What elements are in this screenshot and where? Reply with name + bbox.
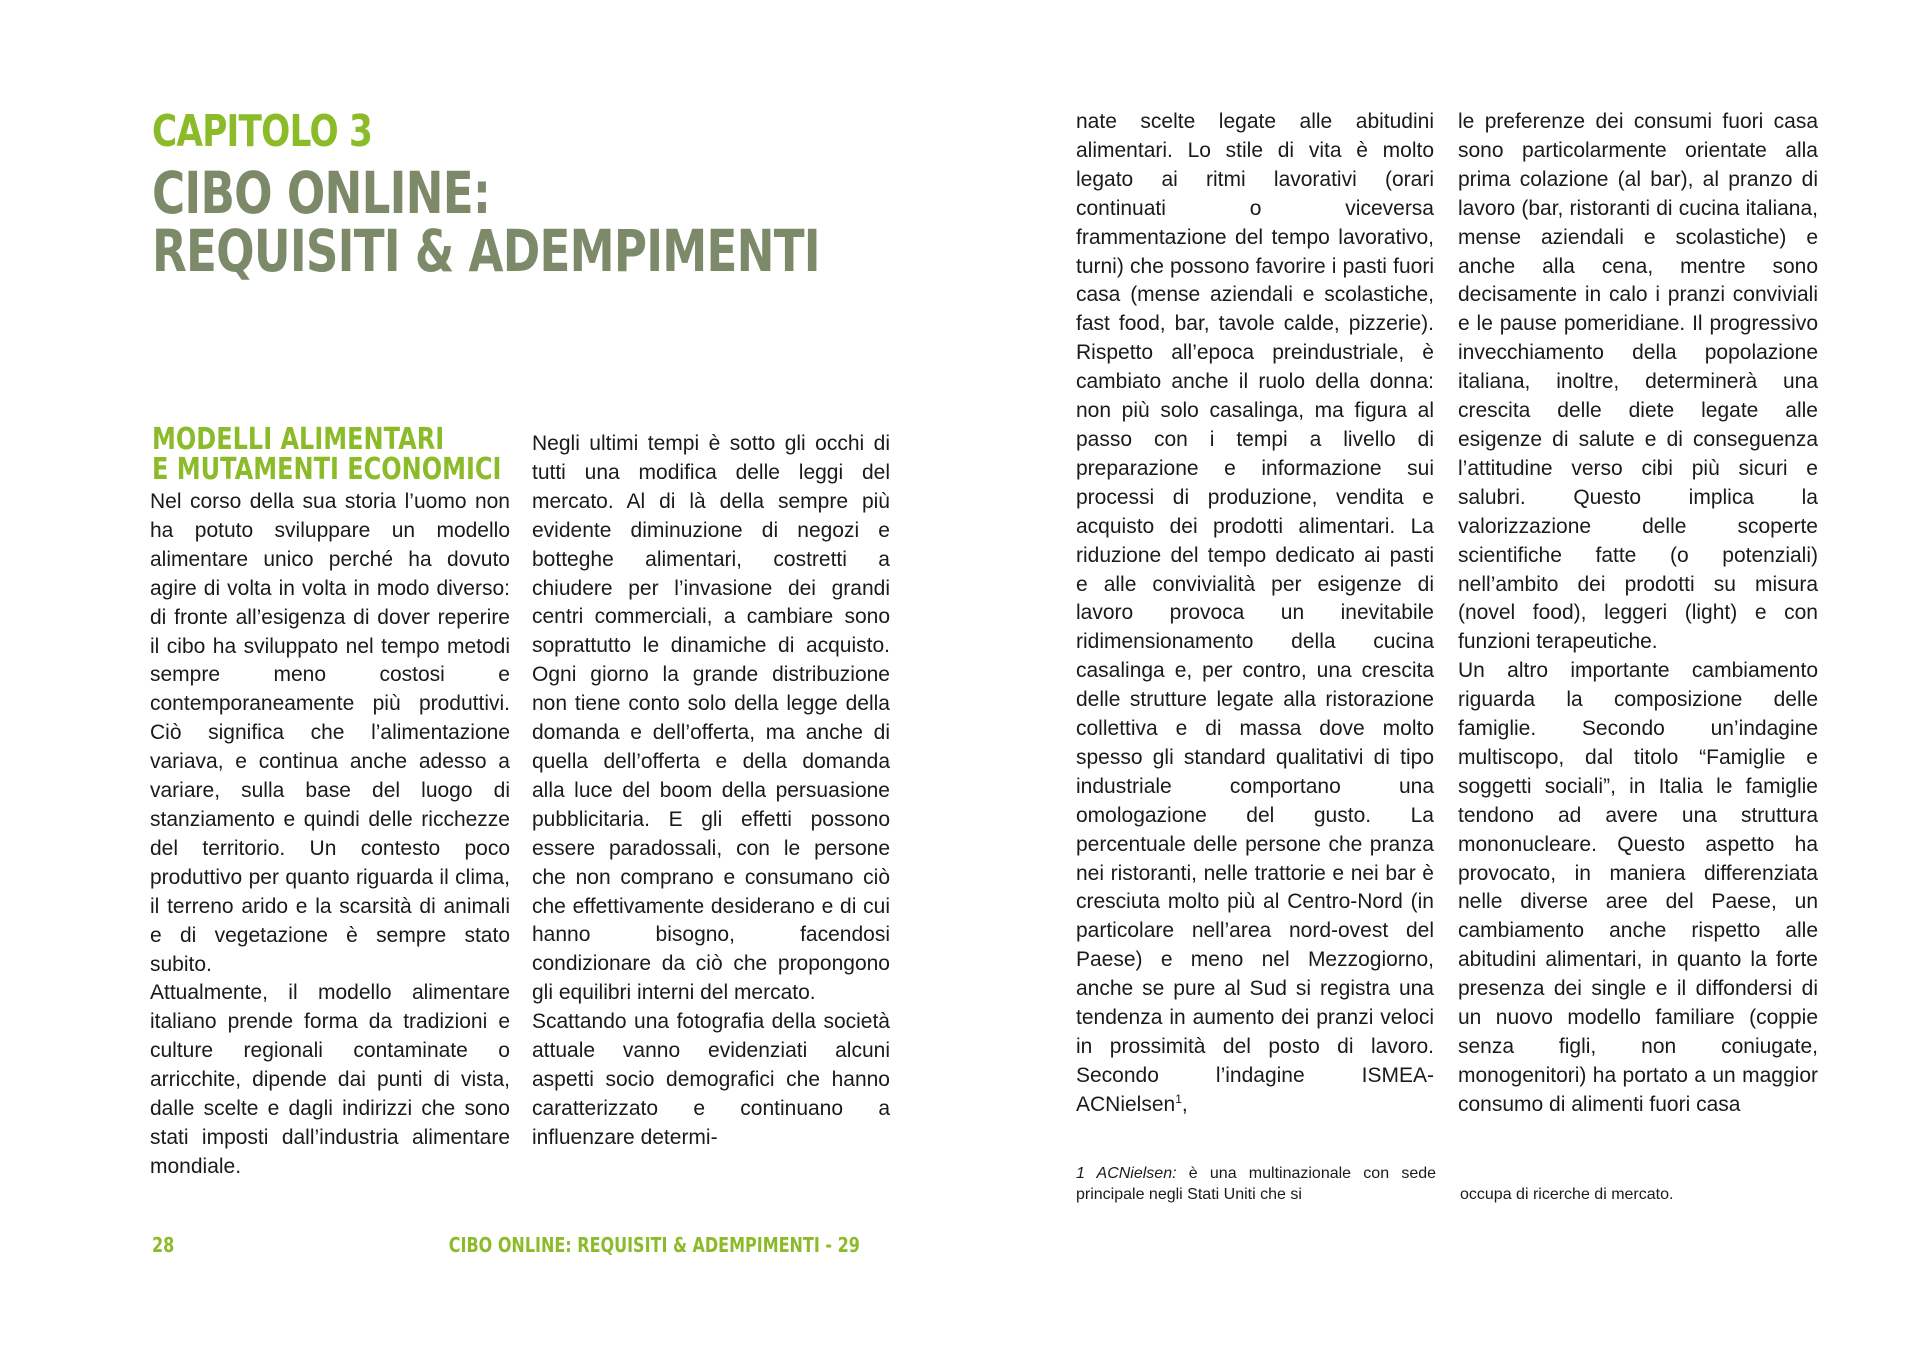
chapter-label: CAPITOLO 3 [152, 106, 373, 157]
footnote-text: è una multinazionale con sede principale negli Stati Uniti che si [1076, 1165, 1437, 1203]
paragraph: le preferenze dei consumi fuori casa sono particolarmente orientate alla prima colazione (al bar), al pranzo di lavoro (bar, ristoranti di cucina italiana, mense aziendali e scolastiche) e anche alla cena, mentre sono decisamente in calo i pranzi conviviali e le pause pomeridiane. Il progressivo invecchiamento della popolazione italiana, inoltre, determinerà una crescita delle diete legate alle esigenze di salute e di conseguenza l’attitudine verso cibi più sicuri e salubri. Questo implica la valorizzazione delle scoperte scientifiche fatte (o potenziali) nell’ambito dei prodotti su misura (novel food), leggeri (light) e con funzioni terapeutiche. [1458, 110, 1818, 654]
page-number-left: 28 [152, 1233, 175, 1257]
running-footer: CIBO ONLINE: REQUISITI & ADEMPIMENTI - 29 [448, 1233, 860, 1257]
paragraph: Attualmente, il modello alimentare italiano prende forma da tradizioni e culture regionali contaminate o arricchite, dipende dai punti di vista, dalle scelte e dagli indirizzi che sono stati imposti dall’industria alimentare mondiale. [150, 981, 510, 1178]
text-column-3 [1076, 108, 1434, 1120]
paragraph: Negli ultimi tempi è sotto gli occhi di tutti una modifica delle leggi del mercato. Al di là della sempre più evidente diminuzione di negozi e botteghe alimentari, costretti a chiudere per l’invasione dei grandi centri commerciali, a cambiare sono soprattutto le dinamiche di acquisto. Ogni giorno la grande distribuzione non tiene conto solo della legge della domanda e dell’offerta, ma anche di quella dell’offerta e della domanda alla luce del boom della persuasione pubblicitaria. E gli effetti possono essere paradossali, con le persone che non comprano e consumano ciò che effettivamente desiderano e di cui hanno bisogno, facendosi condizionare da ciò che propongono gli equilibri interni del mercato. [532, 432, 890, 1005]
paragraph-punct: , [1181, 1092, 1188, 1116]
chapter-title-line-2: REQUISITI & ADEMPIMENTI [152, 217, 820, 285]
paragraph: Nel corso della sua storia l’uomo non ha potuto sviluppare un modello alimentare unico perché ha dovuto agire di volta in volta in modo diverso: di fronte all’esigenza di dover reperire il cibo ha sviluppato nel tempo metodi sempre meno costosi e contemporaneamente più produttivi. Ciò significa che l’alimentazione variava, e continua anche adesso a variare, sulla base del luogo di stanziamento e quindi delle ricchezze del territorio. Un contesto poco produttivo per quanto riguarda il clima, il terreno arido e la scarsità di animali e di vegetazione è sempre stato subito. [150, 490, 510, 976]
footnote-label: 1 ACNielsen: [1076, 1165, 1177, 1182]
section-heading-line-2: E MUTAMENTI ECONOMICI [152, 452, 502, 487]
footnote-continuation: occupa di ricerche di mercato. [1460, 1186, 1674, 1203]
paragraph: Un altro importante cambiamento riguarda la composizione delle famiglie. Secondo un’indagine multiscopo, dal titolo “Famiglie e soggetti sociali”, in Italia le famiglie tendono ad avere una struttura mononucleare. Questo aspetto ha provocato, in maniera differenziata nelle diverse aree del Paese, un cambiamento anche rispetto alle abitudini alimentari, in quanto la forte presenza dei single e il diffondersi di un nuovo modello familiare (coppie senza figli, non coniugate, monogenitori) ha portato a un maggior consumo di alimenti fuori casa [1458, 659, 1818, 1116]
paragraph: Scattando una fotografia della società attuale vanno evidenziati alcuni aspetti socio demografici che hanno caratterizzato e continuano a influenzare determi- [532, 1010, 890, 1149]
footnote-ref: 1 [1175, 1091, 1182, 1106]
paragraph-text: nate scelte legate alle abitudini alimentari. Lo stile di vita è molto legato ai ritmi lavorativi (orari continuati o viceversa frammentazione del tempo lavorativo, turni) che possono favorire i pasti fuori casa (mense aziendali e scolastiche, fast food, bar, tavole calde, pizzerie). Rispetto all’epoca preindustriale, è cambiato anche il ruolo della donna: non più solo casalinga, ma figura al passo con i tempi a livello di preparazione e informazione sui processi di produzione, vendita e acquisto dei prodotti alimentari. La riduzione del tempo dedicato ai pasti e alle convivialità per esigenze di lavoro provoca un inevitabile ridimensionamento della cucina casalinga e, per contro, una crescita delle strutture legate alla ristorazione collettiva e di massa dove molto spesso gli standard qualitativi di tipo industriale comportano una omologazione del gusto. La percentuale delle persone che pranza nei ristoranti, nelle trattorie e nei bar è cresciuta molto più al Centro-Nord (in particolare nell’area nord-ovest del Paese) e meno nel Mezzogiorno, anche se pure al Sud si registra una tendenza in aumento dei pranzi veloci in prossimità del posto di lavoro. Secondo l’indagine ISMEA-ACNielsen [1076, 110, 1434, 1116]
paragraph [1076, 108, 1434, 1120]
text-column-4 [1458, 108, 1818, 1120]
footnote [1076, 1163, 1436, 1205]
chapter-title-line-1: CIBO ONLINE: [152, 159, 491, 227]
section-heading-line-1: MODELLI ALIMENTARI [152, 422, 445, 457]
